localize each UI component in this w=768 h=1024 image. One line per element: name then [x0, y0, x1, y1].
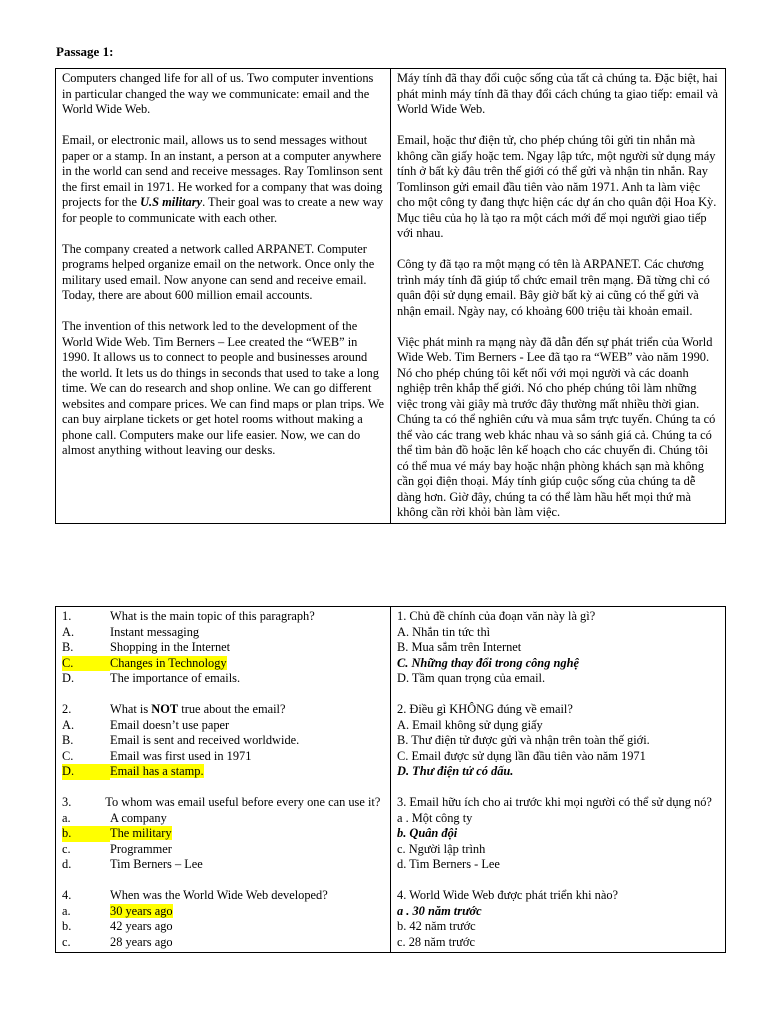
correct-option-text-vi: b. Quân đội: [397, 826, 458, 840]
correct-option-text: The military: [110, 826, 172, 840]
option-text-vi: A. Nhắn tin tức thì: [397, 624, 491, 639]
question-text-vi: 3. Email hữu ích cho ai trước khi mọi người có thể sử dụng nó?: [397, 795, 712, 809]
question-block-vi: [397, 609, 720, 687]
passage-en-paragraph: [62, 133, 385, 226]
questions-english-cell: [56, 607, 391, 953]
questions-vietnamese-cell: [391, 607, 726, 953]
question-block-vi: [397, 795, 720, 873]
passage-vi-paragraph: Máy tính đã thay đổi cuộc sống của tất cả chúng ta. Đặc biệt, hai phát minh máy tính đã thay đổi cách chúng ta giao tiếp: email và World Wide Web.: [397, 71, 719, 116]
option-label: C.: [62, 656, 110, 672]
option-row: [62, 826, 385, 842]
option-row: [62, 904, 385, 920]
passage-row: [56, 69, 726, 524]
passage-vi-paragraph: Việc phát minh ra mạng này đã dẫn đến sự phát triển của World Wide Web. Tim Berners - Lee đã tạo ra “WEB” vào năm 1990. Nó cho phép chúng tôi kết nối với mọi người và các doanh nghiệp trên khắp thế giới. Nó cho phép chúng tôi làm những việc trong vài giây mà trước đây thường mất nhiều thời gian. Chúng ta có thể nghiên cứu và mua sắm trực tuyến. Chúng ta có thể vào các trang web khác nhau và so sánh giá cả. Chúng ta có thể tìm bản đồ hoặc lên kế hoạch cho các chuyến đi. Chúng tôi có thể mua vé máy bay hoặc nhận phòng khách sạn mà không cần gọi điện thoại. Máy tính giúp cuộc sống của chúng ta dễ dàng hơn. Giờ đây, chúng ta có thể làm hầu hết mọi thứ mà không cần rời khỏi bàn làm việc.: [397, 334, 716, 519]
question-block: [62, 702, 385, 780]
option-label: C.: [62, 748, 74, 763]
option-text-vi: B. Thư điện tử được gửi và nhận trên toàn thế giới.: [397, 733, 650, 747]
paragraph-text: Email, or electronic mail, allows us to send messages without paper or a stamp. In an instant, a person at a computer anywhere in the world can send and receive messages. Ray Tomlinson sent the first email in 1971. He worked for a company that was doing projects for the: [62, 133, 383, 209]
option-row: [62, 671, 385, 687]
option-row: [62, 656, 385, 672]
passage-en-paragraph: [62, 319, 385, 459]
option-text-vi: B. Mua sắm trên Internet: [397, 640, 522, 654]
correct-option-text-vi: a . 30 năm trước: [397, 903, 482, 918]
option-label: D.: [62, 764, 110, 780]
option-row: [62, 625, 385, 641]
option-label: D.: [62, 671, 75, 685]
option-row: [62, 749, 385, 765]
option-label: B.: [62, 733, 74, 747]
question-row: [62, 702, 385, 718]
question-block-vi: [397, 702, 720, 780]
option-label: A.: [62, 717, 75, 732]
question-text: To whom was email useful before every one can use it?: [105, 795, 381, 809]
emphasis-text: U.S military: [140, 195, 203, 209]
questions-row: [56, 607, 726, 953]
option-label: d.: [62, 857, 72, 871]
question-number: 3.: [62, 795, 72, 809]
paragraph-text: The company created a network called ARPANET. Computer programs helped organize email on the network. Once only the military used email. Now anyone can send and receive email. Today, there are about 600 million email accounts.: [62, 241, 375, 302]
question-row: [62, 609, 385, 625]
option-text-vi: C. Email được sử dụng lần đầu tiên vào năm 1971: [397, 748, 646, 763]
question-row: [62, 888, 385, 904]
paragraph-text: The invention of this network led to the development of the World Wide Web. Tim Berners – Lee created the “WEB” in 1990. It allows us to connect to people and businesses around the world. It lets us do things in seconds that used to take a long time. We can do research and shop online. We can go different websites and compare prices. We can find maps or plan trips. We can buy airplane tickets or get hotel rooms without making a phone call. Computers make our life easier. Now, we can do almost anything without leaving our desks.: [62, 319, 385, 457]
option-text-vi: A. Email không sử dụng giấy: [397, 717, 543, 732]
question-text: When was the World Wide Web developed?: [110, 888, 328, 902]
passage-en-paragraph: [62, 71, 385, 118]
option-label: b.: [62, 826, 110, 842]
question-block: [62, 609, 385, 687]
question-text-vi: 4. World Wide Web được phát triển khi nào?: [397, 888, 619, 902]
option-row: [62, 718, 385, 734]
question-number: 2.: [62, 702, 72, 716]
option-row: [62, 857, 385, 873]
option-label: c.: [62, 841, 71, 856]
question-block: [62, 888, 385, 950]
question-text: What is NOT true about the email?: [110, 702, 286, 716]
option-text: The importance of emails.: [110, 671, 241, 685]
passage-english-cell: [56, 69, 391, 524]
option-label: a.: [62, 903, 71, 918]
passage-title: Passage 1:: [56, 44, 114, 59]
paragraph-text: Computers changed life for all of us. Two computer inventions in particular changed the way we communicate: email and the World Wide Web.: [62, 71, 374, 116]
question-number: 4.: [62, 888, 72, 902]
option-text: Email is sent and received worldwide.: [110, 733, 300, 747]
option-label: a.: [62, 810, 71, 825]
option-text-vi: c. Người lập trình: [397, 841, 486, 856]
option-text: Programmer: [110, 841, 172, 856]
correct-option-text: Email has a stamp.: [110, 764, 204, 778]
correct-option-text-vi: C. Những thay đổi trong công nghệ: [397, 655, 579, 670]
option-label: B.: [62, 640, 74, 654]
option-label: A.: [62, 624, 75, 639]
option-label: c.: [62, 934, 71, 949]
question-block: [62, 795, 385, 873]
question-text-vi: 1. Chủ đề chính của đoạn văn này là gì?: [397, 609, 596, 623]
correct-option-text: 30 years ago: [110, 903, 173, 918]
option-text: 42 years ago: [110, 919, 173, 933]
question-row: [62, 795, 385, 811]
option-text: Shopping in the Internet: [110, 640, 231, 654]
option-row: [62, 764, 385, 780]
correct-option-text-vi: D. Thư điện tử có dấu.: [397, 764, 514, 778]
question-number: 1.: [62, 609, 72, 623]
option-text: Instant messaging: [110, 624, 200, 639]
option-text-vi: c. 28 năm trước: [397, 934, 475, 949]
question-text: What is the main topic of this paragraph?: [110, 609, 315, 623]
option-text: Email was first used in 1971: [110, 748, 252, 763]
passage-vi-paragraph: Email, hoặc thư điện tử, cho phép chúng tôi gửi tin nhắn mà không cần giấy hoặc tem. Ngay lập tức, một người sử dụng máy tính ở bất kỳ đâu trên thế giới có thể gửi và nhận tin nhắn. Ray Tomlinson gửi email đầu tiên vào năm 1971. Anh ta làm việc cho một công ty đang thực hiện các dự án cho quân đội Hoa Kỳ. Mục tiêu của họ là tạo ra một cách mới để mọi người giao tiếp với nhau.: [397, 133, 717, 240]
passage-vi-paragraph: Công ty đã tạo ra một mạng có tên là ARPANET. Các chương trình máy tính đã giúp tổ chức email trên mạng. Đã từng chỉ có quân đội sử dụng email. Bây giờ bất kỳ ai cũng có thể gửi và nhận email. Ngày nay, có khoảng 600 triệu tài khoản email.: [397, 257, 710, 318]
passage-vietnamese-cell: [391, 69, 726, 524]
passage-en-paragraph: [62, 242, 385, 304]
passage-table: [55, 68, 726, 524]
correct-option-text: Changes in Technology: [110, 655, 227, 670]
paragraph-text: . Their goal was to create a new way for people to communicate with each other.: [62, 195, 384, 225]
option-label: b.: [62, 919, 72, 933]
option-text: Email doesn’t use paper: [110, 717, 230, 732]
option-row: [62, 733, 385, 749]
option-text-vi: d. Tim Berners - Lee: [397, 857, 500, 871]
option-row: [62, 935, 385, 951]
option-row: [62, 811, 385, 827]
option-text: A company: [110, 810, 167, 825]
option-row: [62, 640, 385, 656]
question-block-vi: [397, 888, 720, 950]
questions-table: [55, 606, 726, 953]
option-text: Tim Berners – Lee: [110, 857, 203, 871]
option-text-vi: a . Một công ty: [397, 810, 473, 825]
option-text: 28 years ago: [110, 934, 173, 949]
option-row: [62, 919, 385, 935]
question-text-vi: 2. Điều gì KHÔNG đúng về email?: [397, 702, 573, 716]
option-text-vi: b. 42 năm trước: [397, 919, 476, 933]
option-row: [62, 842, 385, 858]
option-text-vi: D. Tầm quan trọng của email.: [397, 671, 546, 685]
